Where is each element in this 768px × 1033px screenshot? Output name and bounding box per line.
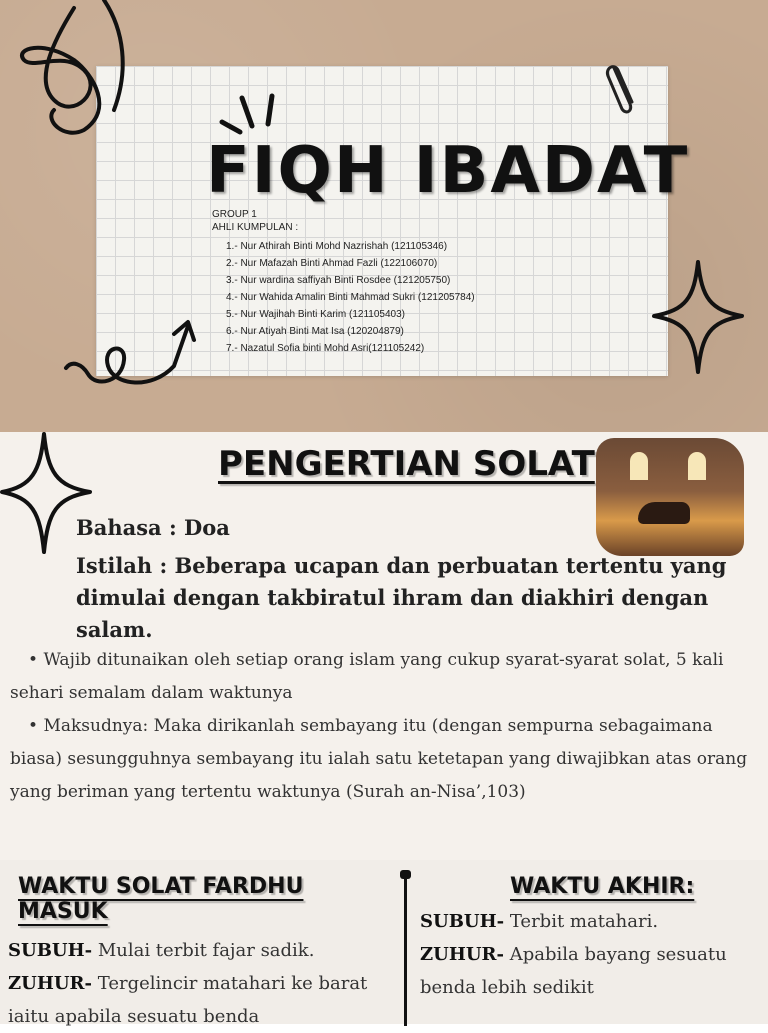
bullet-item: • Maksudnya: Maka dirikanlah sembayang itu (dengan sempurna sebagaimana biasa) sesungguhnya sembayang itu ialah satu ketetapan yang diwajibkan atas orang yang beriman yang tertentu waktunya (Surah an-Nisa’,103) (10, 710, 766, 809)
arrow-swirl-icon (62, 316, 202, 396)
window-shape (688, 452, 706, 480)
member-item: 1.- Nur Athirah Binti Mohd Nazrishah (121105346) (226, 241, 448, 252)
waktu-entry (420, 938, 760, 1004)
prayer-photo (596, 438, 744, 556)
star-four-point-icon (650, 258, 746, 376)
group-info (212, 208, 475, 357)
waktu-entry (8, 934, 388, 967)
waktu-masuk-entries (8, 934, 388, 1033)
pengertian-bullets (10, 644, 766, 809)
waktu-masuk-column (8, 874, 388, 1033)
member-item: 4.- Nur Wahida Amalin Binti Mahmad Sukri (121205784) (226, 292, 475, 303)
waktu-panel (0, 860, 768, 1027)
cover-panel (0, 0, 768, 432)
member-item: 5.- Nur Wajihah Binti Karim (121105403) (226, 309, 405, 320)
member-item: 2.- Nur Mafazah Binti Ahmad Fazli (122106070) (226, 258, 438, 269)
scribble-loops-icon (14, 0, 134, 150)
member-item: 3.- Nur wardina saffiyah Binti Rosdee (121205750) (226, 275, 451, 286)
group-label: GROUP 1 (212, 209, 257, 220)
entry-text: Mulai terbit fajar sadik. (92, 940, 315, 961)
entry-label: SUBUH- (8, 940, 93, 961)
entry-text: Terbit matahari. (504, 911, 659, 932)
section-heading-pengertian: PENGERTIAN SOLAT (218, 444, 595, 484)
definition-bahasa: Bahasa : Doa (76, 515, 230, 540)
entry-text: Apabila bayang sesuatu benda lebih sedikit (420, 944, 727, 998)
entry-label: ZUHUR- (8, 973, 92, 994)
waktu-entry (420, 905, 760, 938)
waktu-akhir-entries (420, 905, 760, 1004)
bullet-item: • Wajib ditunaikan oleh setiap orang islam yang cukup syarat-syarat solat, 5 kali sehari semalam dalam waktunya (10, 644, 766, 710)
waktu-entry (8, 967, 388, 1033)
paperclip-icon (602, 58, 642, 118)
waktu-akhir-column (420, 874, 760, 1004)
member-item: 6.- Nur Atiyah Binti Mat Isa (120204879) (226, 326, 404, 337)
column-divider (404, 876, 407, 1026)
section-heading-waktu-akhir: WAKTU AKHIR: (510, 874, 695, 899)
entry-text: Tergelincir matahari ke barat iaitu apabila sesuatu benda (8, 973, 368, 1027)
entry-label: ZUHUR- (420, 944, 504, 965)
window-shape (630, 452, 648, 480)
sparkle-icon (214, 92, 284, 138)
entry-label: SUBUH- (420, 911, 505, 932)
members-heading: AHLI KUMPULAN : (212, 222, 299, 233)
section-heading-waktu-masuk: WAKTU SOLAT FARDHU MASUK (18, 874, 304, 924)
page-title: FIQH IBADAT (206, 134, 690, 208)
definition-istilah: Istilah : Beberapa ucapan dan perbuatan tertentu yang dimulai dengan takbiratul ihram dan diakhiri dengan salam. (76, 553, 727, 642)
member-item: 7.- Nazatul Sofia binti Mohd Asri(121105242) (226, 343, 425, 354)
pengertian-panel (0, 432, 768, 860)
members-list (226, 238, 475, 357)
person-prostrating-figure (638, 502, 690, 524)
